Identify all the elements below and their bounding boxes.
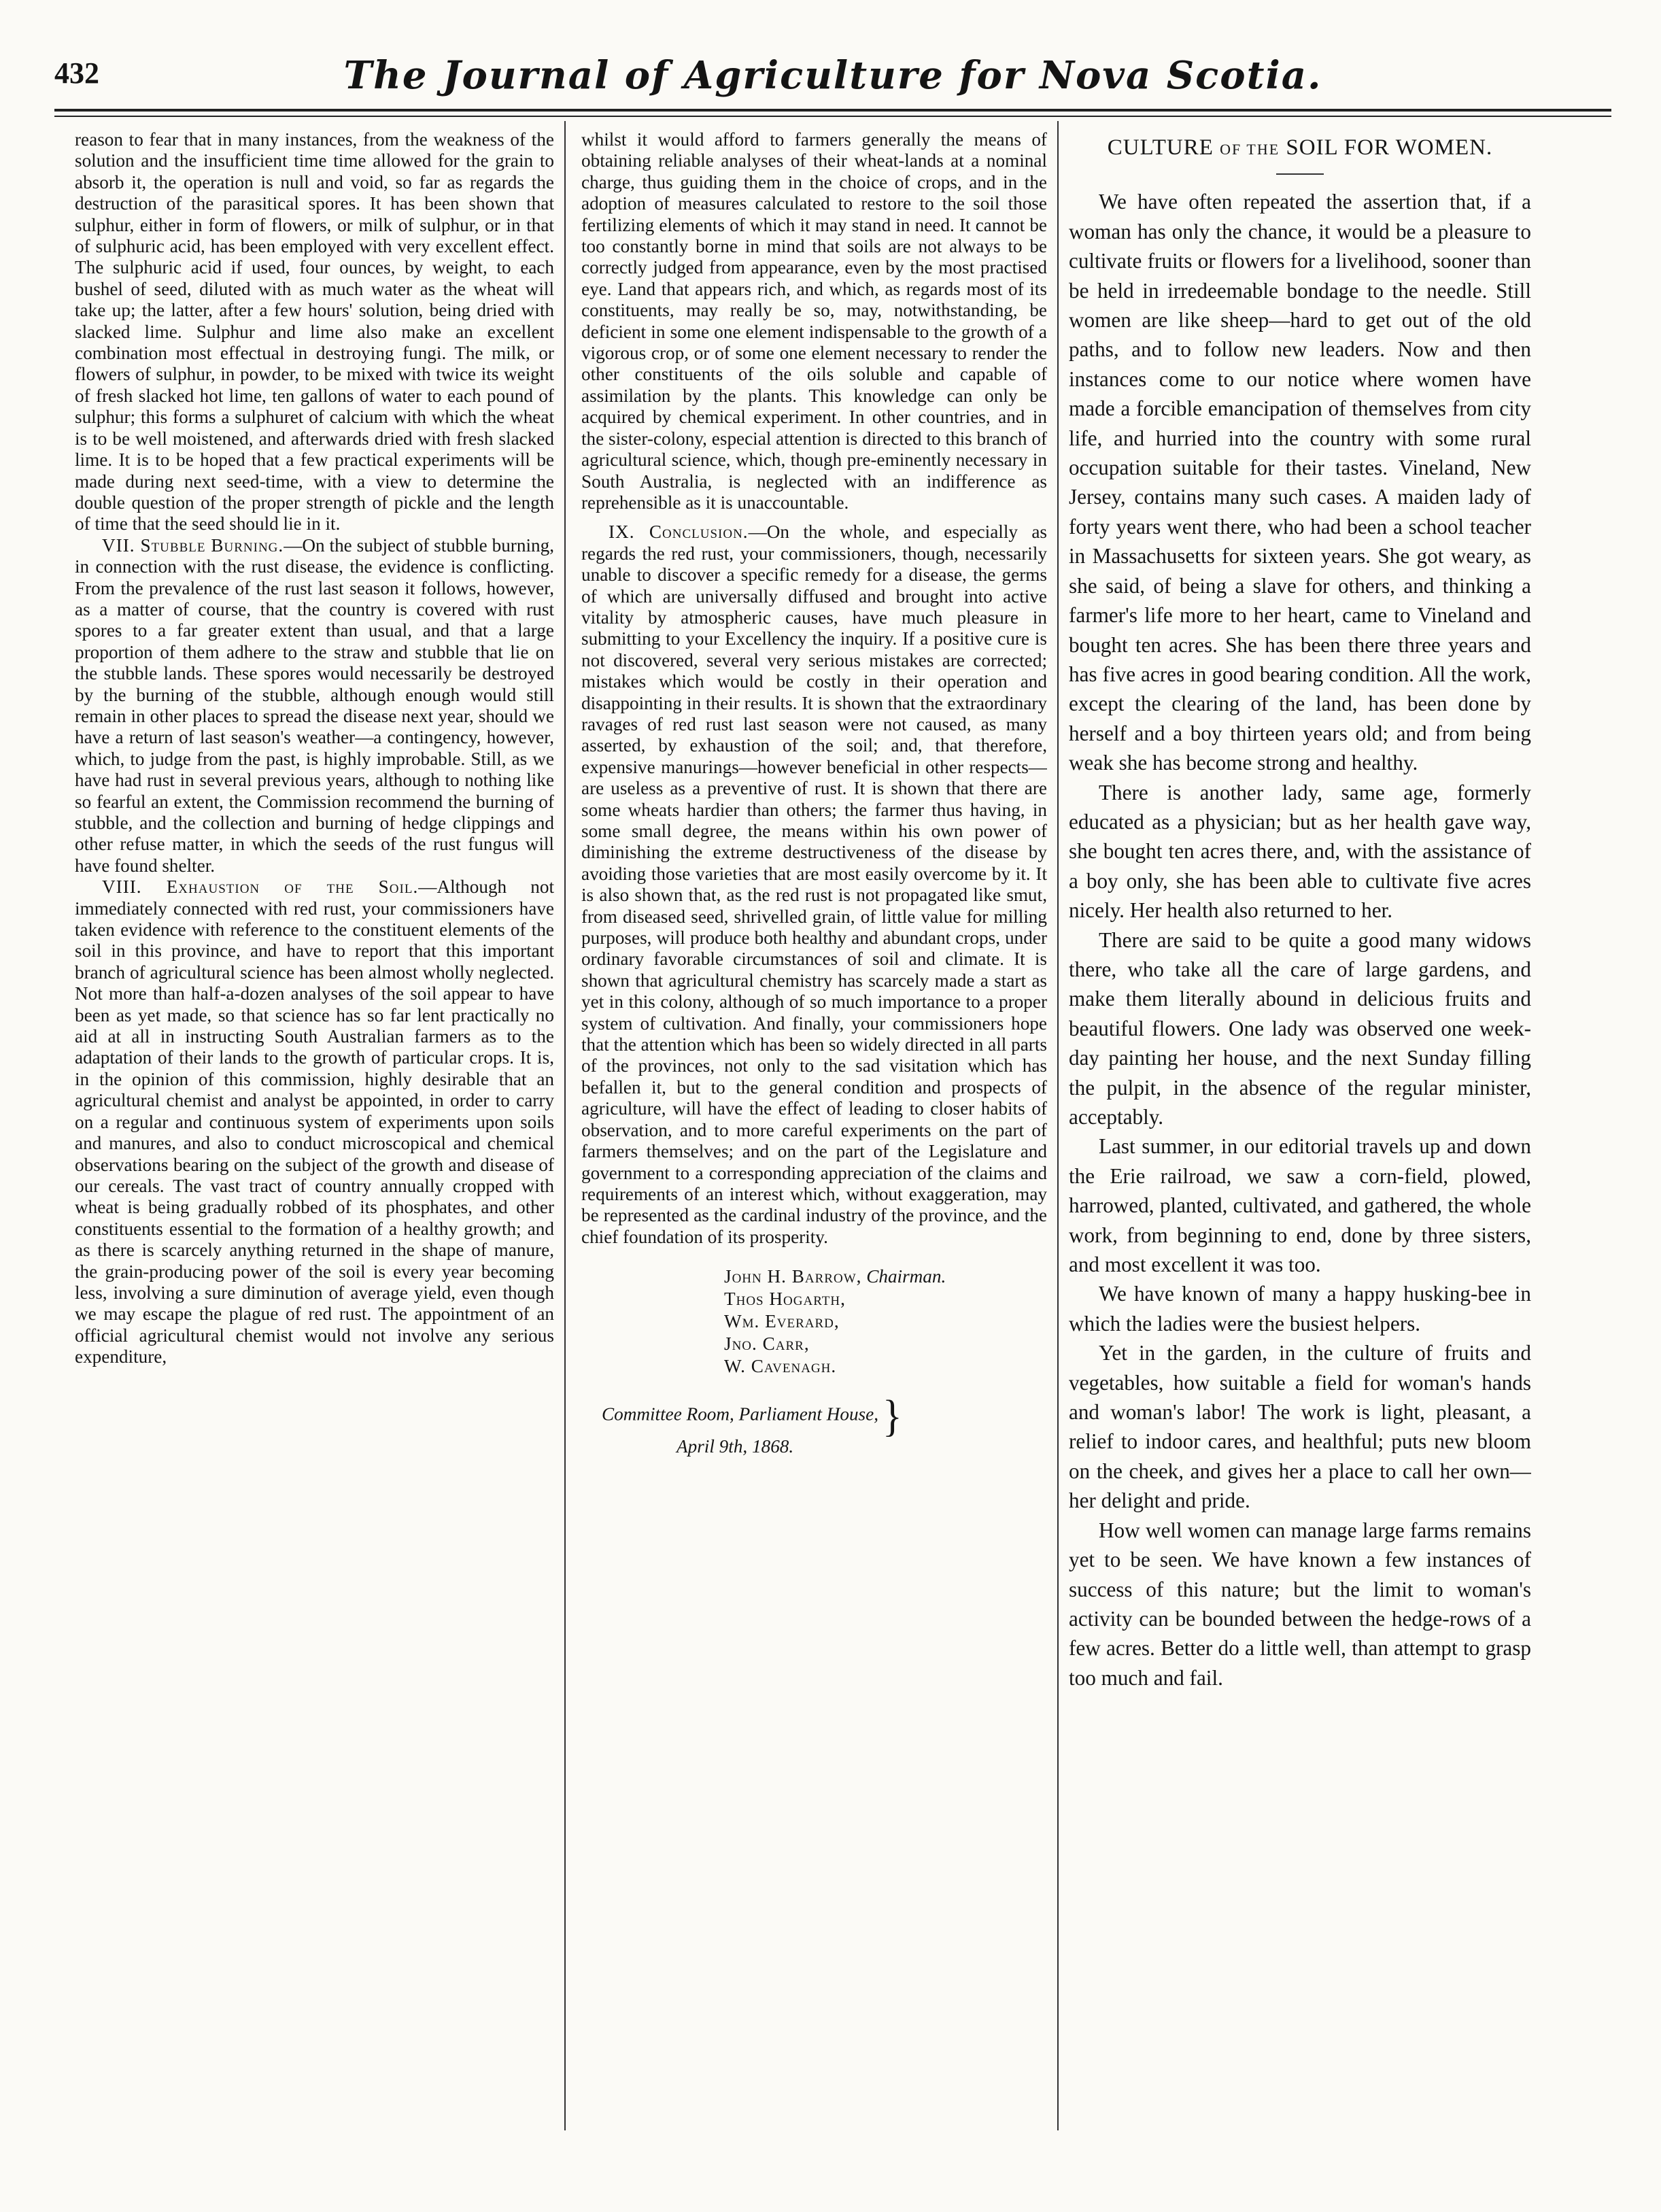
article-paragraph: There is another lady, same age, formerly educated as a physician; but as her health gave way, she bought ten acres there, and, with the assistance of a boy only, she has been able to cultivate five acres nicely. Her health also returned to her. [1069, 780, 1531, 923]
article-paragraph: There are said to be quite a good many widows there, who take all the care of large gardens, and make them literally abound in delicious fruits and beautiful flowers. One lady was observed one week-day painting her house, and the next Sunday filling the pulpit, in the absence of the regular minister, acceptably. [1069, 928, 1531, 1129]
date-line: April 9th, 1868. [677, 1436, 794, 1457]
article-paragraph: Last summer, in our editorial travels up and down the Erie railroad, we saw a corn-field, plowed, harrowed, planted, cultivated, and gathered, the whole work, from beginning to end, done by three sisters, and most excellent it was too. [1069, 1134, 1531, 1277]
article-paragraph: How well women can manage large farms remains yet to be seen. We have known a few instances of success of this nature; but the limit to woman's activity can be bounded between the hedge-rows of a few acres. Better do a little well, than attempt to grasp too much and fail. [1069, 1518, 1531, 1690]
column-2 [581, 129, 1047, 2130]
signature: Jno. Carr, [724, 1333, 810, 1355]
signatory-name: John H. Barrow, [724, 1266, 862, 1287]
article-paragraph: We have often repeated the assertion that, if a woman has only the chance, it would be a pleasure to cultivate fruits or flowers for a livelihood, sooner than be held in irredeemable bondage to the needle. Still women are like sheep—hard to get out of the old paths, and to follow new leaders. Now and then instances come to our notice where women have made a forcible emancipation of themselves from city life, and hurried into the country with some rural occupation suitable for their tastes. Vineland, New Jersey, contains many such cases. A maiden lady of forty years went there, who had been a school teacher in Massachusetts for sixteen years. She got weary, as she said, of being a slave for others, and thinking a farmer's life more to her heart, came to Vineland and bought ten acres. She has been there three years and has five acres in good bearing condition. All the work, except the clearing of the land, has been done by herself and a boy thirteen years old; and from being weak she has become strong and healthy. [1069, 190, 1531, 775]
journal-title: The Journal of Agriculture for Nova Scotia. [343, 53, 1322, 98]
brace-glyph: } [883, 1391, 902, 1441]
signature [724, 1265, 1047, 1288]
page-number: 432 [54, 56, 99, 90]
signatory-role: Chairman. [866, 1266, 946, 1287]
section-text: —Although not immediately connected with red rust, your commissioners have taken evidence with reference to the constituent elements of the soil in this province, and have to report that this important branch of agricultural science has been almost wholly neglected. Not more than half-a-dozen analyses of the soil appear to have been as yet made, so that science has so far lent practically no aid at all in instructing South Australian farmers as to the adaptation of their lands to the growth of particular crops. It is, in the opinion of this commission, highly desirable that an agricultural chemist and analyst be appointed, in order to carry on a regular and continuous system of experiments upon soils and manures, and also to conduct microscopical and chemical observations bearing on the subject of the growth and disease of our cereals. The vast tract of country annually cropped with wheat is being gradually robbed of its phosphates, and other constituents essential to the formation of a healthy growth; and as there is scarcely anything returned in the shape of manure, the grain-producing power of the soil is every year becoming less, involving a sure diminution of average yield, even though we may escape the plague of red rust. The appointment of an official agricultural chemist would not involve any serious expenditure, [75, 877, 554, 1367]
article-paragraph: We have known of many a happy husking-bee in which the ladies were the busiest helpers. [1069, 1282, 1531, 1335]
header-rule-thin [54, 116, 1611, 117]
section-vii [75, 535, 554, 877]
section-heading: VII. Stubble Burning. [102, 534, 284, 556]
title-part-small: OF THE [1220, 141, 1280, 158]
page-header [54, 53, 1611, 101]
place-line: Committee Room, Parliament House, [602, 1403, 879, 1425]
title-rule [1276, 173, 1324, 175]
column-divider-right [1057, 121, 1059, 2130]
section-text: —On the subject of stubble burning, in connection with the rust disease, the evidence is conflicting. From the prevalence of the rust last season it follows, however, as a matter of course, that the country is covered with rust spores to a far greater extent than usual, and that a large proportion of them adhere to the straw and stubble that lie on the stubble lands. These spores would necessarily be destroyed by the burning of the stubble, although enough would still remain in other places to spread the disease next year, should we have a return of last season's weather—a contingency, however, which, to judge from the past, is highly improbable. Still, as we have had rust in several previous years, although to nothing like so fearful an extent, the Commission recommend the burning of stubble, and the collection and burning of hedge clippings and other refuse matter, in which the seeds of the rust fungus will have found shelter. [75, 534, 554, 876]
column-1 [75, 129, 554, 2130]
paragraph-continued: whilst it would afford to farmers generally the means of obtaining reliable analyses of their wheat-lands at a nominal charge, thus guiding them in the choice of crops, and in the adoption of measures calculated to restore to the soil those fertilizing elements of which it may stand in need. It cannot be too constantly borne in mind that soils are not always to be correctly judged from appearance, even by the most practised eye. Land that appears rich, and which, as regards most of its constituents, may really be so, may, notwithstanding, be deficient in some one element indispensable to the growth of a vigorous crop, or of some one element necessary to render the other constituents of the oils soluble and capable of assimilation by the plants. This knowledge can only be acquired by chemical experiment. In other countries, and in the sister-colony, especial attention is directed to this branch of agricultural science, which, though pre-eminently necessary in South Australia, is neglected with an indifference as reprehensible as it is unaccountable. [581, 129, 1047, 513]
title-part: CULTURE [1107, 135, 1214, 160]
signature: Wm. Everard, [724, 1311, 840, 1332]
signature: W. Cavenagh. [724, 1356, 837, 1377]
title-part: SOIL FOR WOMEN. [1286, 135, 1493, 160]
section-heading: IX. Conclusion. [609, 522, 749, 543]
article-paragraph: Yet in the garden, in the culture of fruits and vegetables, how suitable a field for woman's hands and woman's labor! The work is light, pleasant, a relief to indoor cares, and healthful; puts new bloom on the cheek, and gives her a place to call her own—her delight and pride. [1069, 1341, 1531, 1513]
section-text: —On the whole, and especially as regards the red rust, your commissioners, though, necessarily unable to discover a specific remedy for a disease, the germs of which are universally diffused and brought into active vitality by atmospheric causes, have much pleasure in submitting to your Excellency the inquiry. If a positive cure is not discovered, several very serious mistakes are corrected; mistakes which would be costly in their operation and disappointing in their results. It is shown that the extraordinary ravages of red rust last season were not caused, as many asserted, by exhaustion of the soil; and, that therefore, expensive manurings—however beneficial in other respects—are useless as a preventive of rust. It is shown that there are some wheats hardier than others; the farmer thus having, in some small degree, the means within his own power of diminishing the extreme destructiveness of the disease by avoiding those varieties that are most easily overcome by it. It is also shown that, as the red rust is not propagated like smut, from diseased seed, shrivelled grain, of little value for milling purposes, will produce both healthy and abundant crops, under ordinary favorable circumstances of soil and climate. It is shown that agricultural chemistry has scarcely made a start as yet in this colony, although of so much importance to a proper system of cultivation. And finally, your commissioners hope that the attention which has been so widely directed in all parts of the provinces, not only to the sad visitation which has befallen it, but to the general condition and prospects of agriculture, will have the effect of leading to closer habits of observation, and to more careful experiments on the part of farmers themselves; and on the part of the Legislature and government to a corresponding appreciation of the claims and requirements of an interest which, without exaggeration, may be represented as the cardinal industry of the province, and the chief foundation of its prosperity. [581, 522, 1047, 1247]
signature: Thos Hogarth, [724, 1289, 846, 1310]
paragraph-continued: reason to fear that in many instances, from the weakness of the solution and the insufficient time time allowed for the grain to absorb it, the operation is null and void, so far as regards the destruction of the parasitical spores. It has been shown that sulphur, either in form of flowers, or milk of sulphur, or in that of sulphuric acid, has been employed with very excellent effect. The sulphuric acid if used, four ounces, by weight, to each bushel of seed, diluted with as much water as the wheat will take up; the latter, after a few hours' solution, being dried with slacked lime. Sulphur and lime also make an excellent combination most effectual in destroying fungi. The milk, or flowers of sulphur, in powder, to be mixed with twice its weight of fresh slacked hot lime, ten gallons of water to each pound of sulphur; this forms a sulphuret of calcium with which the wheat is to be well moistened, and afterwards dried with fresh slacked lime. It is to be hoped that a few practical experiments will be made during next seed-time, with a view to determine the double question of the proper strength of pickle and the length of time that the seed should lie in it. [75, 129, 554, 534]
place-date-block [581, 1391, 1047, 1457]
section-ix [581, 522, 1047, 1248]
section-viii [75, 877, 554, 1367]
signature-block [581, 1265, 1047, 1378]
column-3 [1069, 129, 1531, 2130]
article-title [1069, 133, 1531, 164]
header-rule-thick [54, 109, 1611, 112]
section-heading: VIII. Exhaustion of the Soil. [102, 877, 419, 898]
column-divider-left [564, 121, 566, 2130]
